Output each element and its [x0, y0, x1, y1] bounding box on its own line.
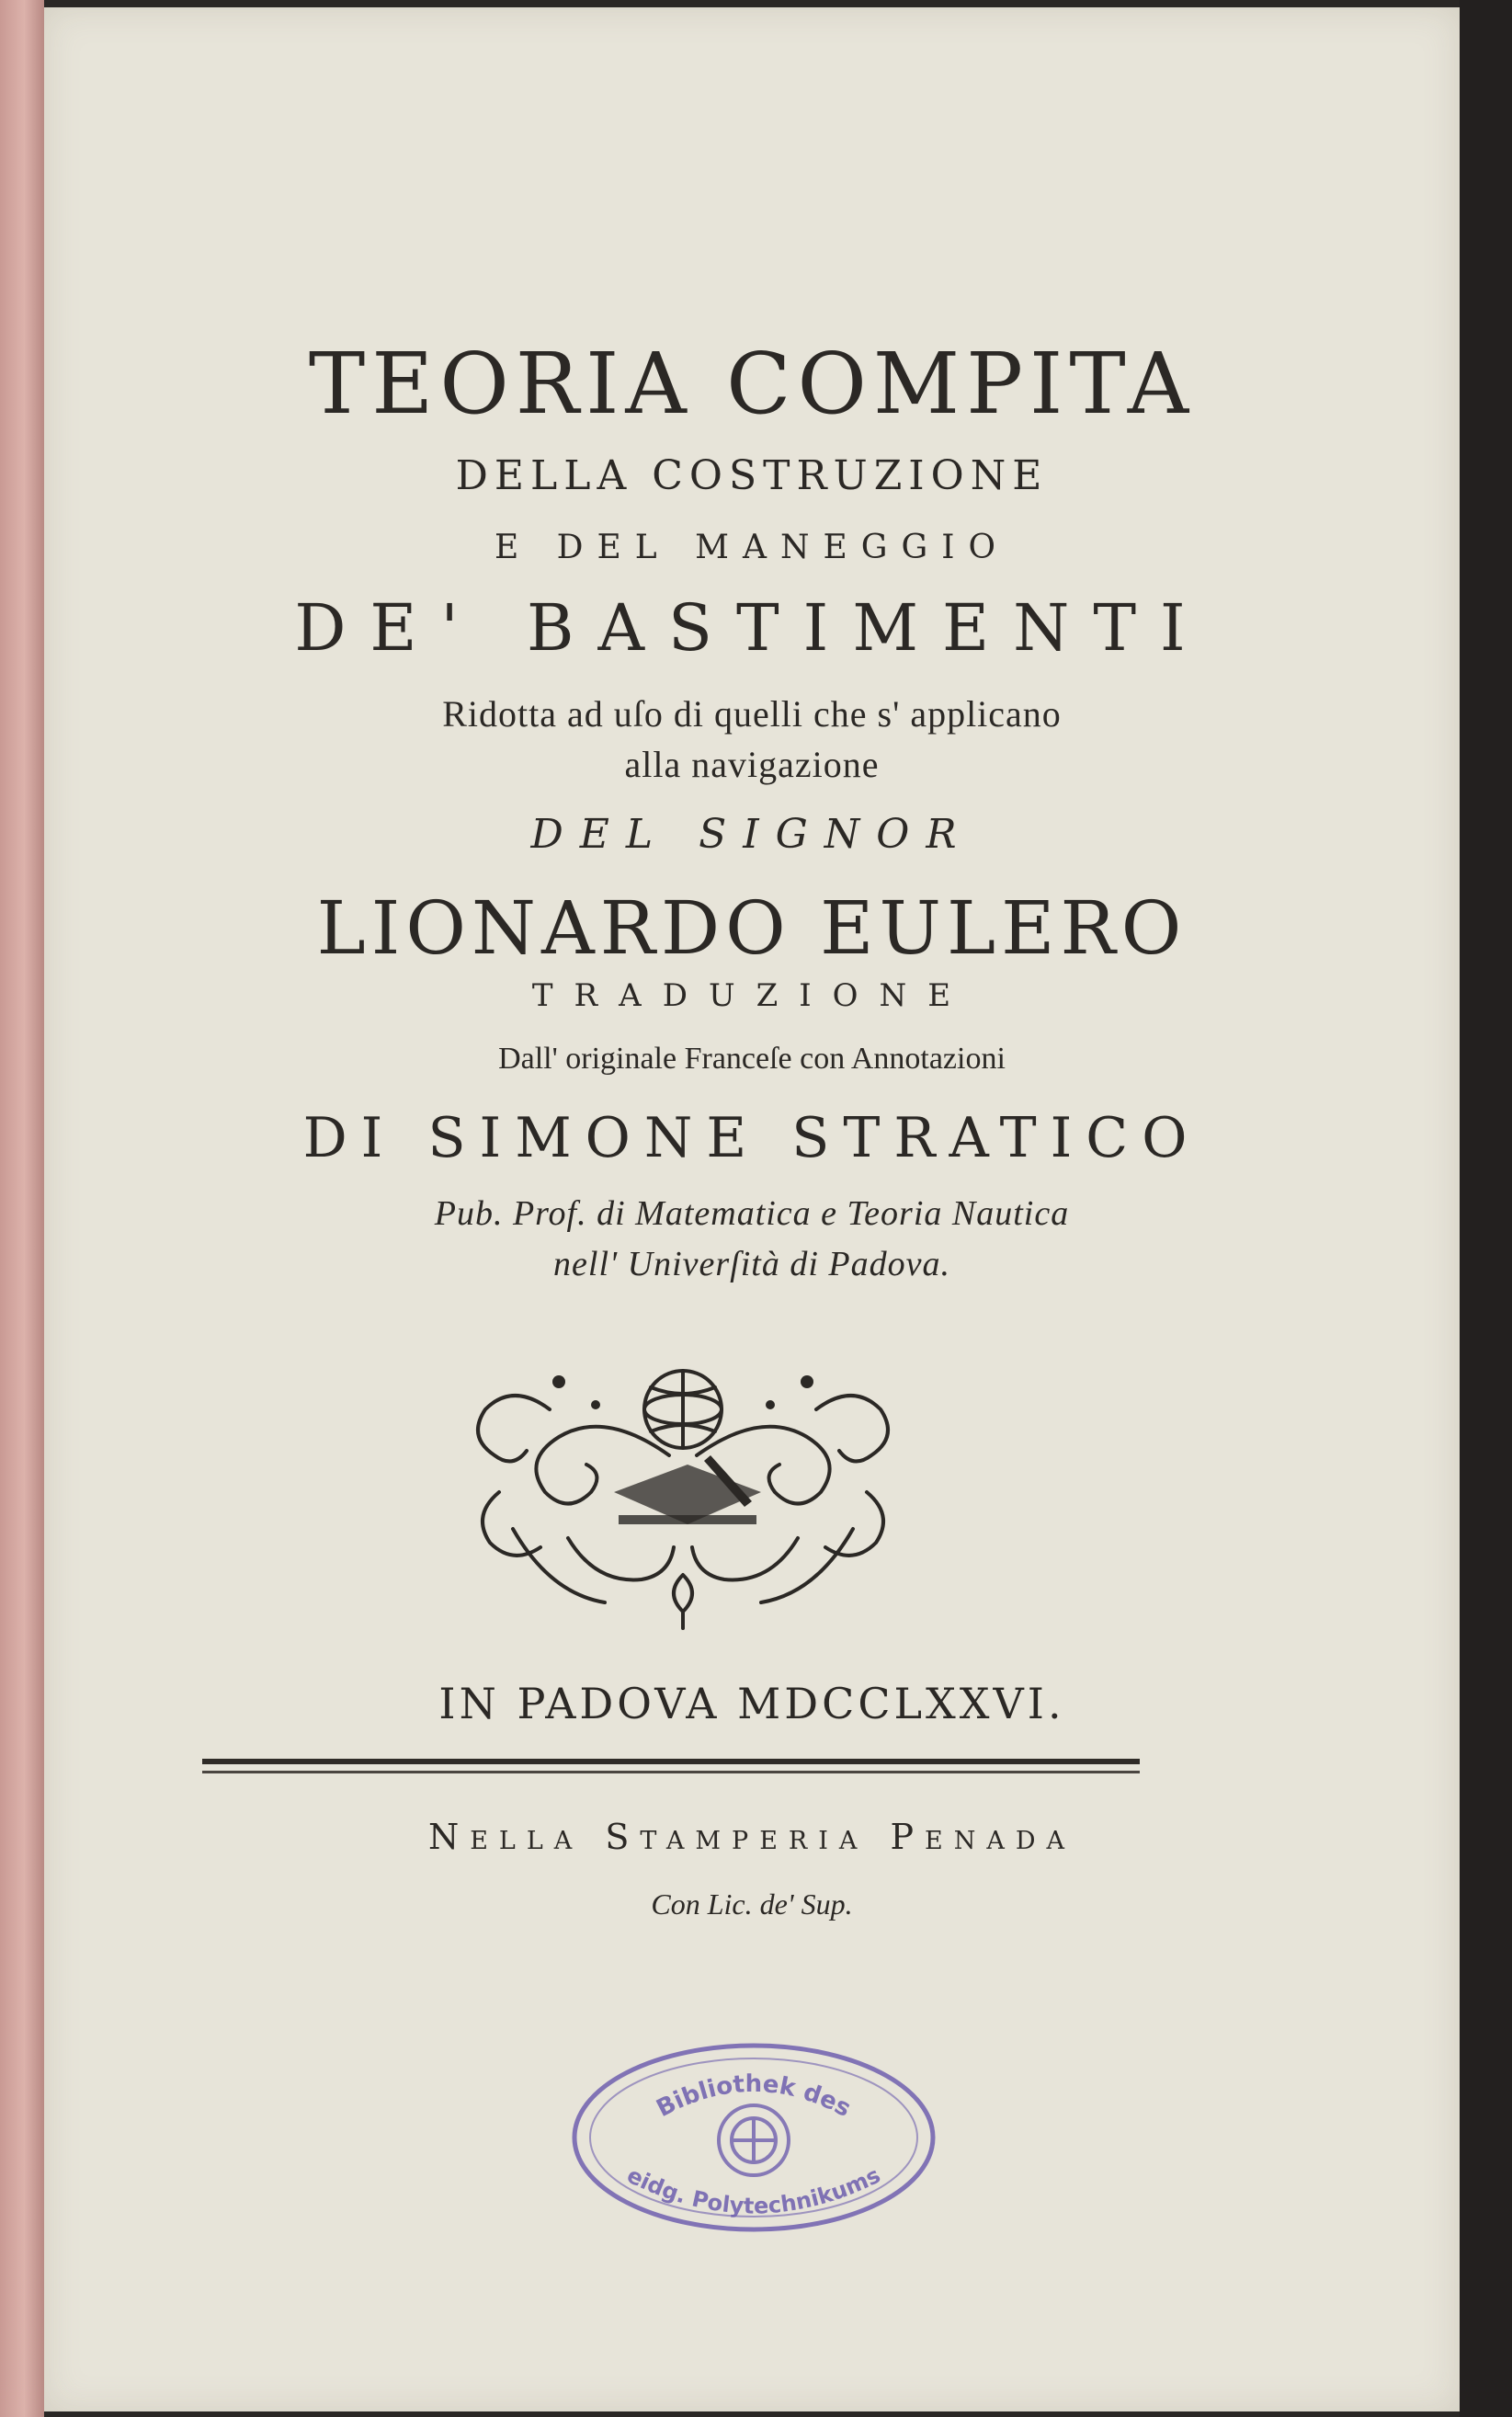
subtitle-line-3: DE' BASTIMENTI	[294, 590, 1210, 666]
stamp-text-top: Bibliothek des	[652, 2069, 856, 2124]
main-title: TEORIA COMPITA	[308, 335, 1196, 433]
license-note: Con Lic. de' Sup.	[651, 1887, 853, 1921]
subtitle-line-2: E DEL MANEGGIO	[494, 529, 1010, 566]
translation-note: Dall' originale Franceſe con Annotazioni	[498, 1042, 1006, 1076]
translator-name: DI SIMONE STRATICO	[302, 1106, 1201, 1170]
stamp-text-bottom: eidg. Polytechnikums	[622, 2161, 885, 2219]
translator-title-line-1: Pub. Prof. di Matematica e Teoria Nautica	[434, 1194, 1070, 1233]
stamp-emblem	[719, 2105, 789, 2175]
author-prefix: DEL SIGNOR	[530, 811, 973, 858]
description-line-1: Ridotta ad uſo di quelli che s' applicano	[442, 693, 1062, 735]
place-and-date: IN PADOVA MDCCLXXVI.	[438, 1679, 1065, 1728]
subtitle-line-1: DELLA COSTRUZIONE	[455, 452, 1049, 499]
title-page	[44, 7, 1460, 2411]
dark-background-edge	[1460, 0, 1512, 2417]
translation-label: TRADUZIONE	[531, 977, 972, 1014]
description-line-2: alla navigazione	[624, 744, 880, 785]
library-stamp	[570, 2041, 938, 2234]
author-name: LIONARDO EULERO	[316, 885, 1188, 971]
printer-name: Nella Stamperia Penada	[427, 1817, 1076, 1857]
translator-title-line-2: nell' Univerſità di Padova.	[553, 1245, 950, 1283]
book-spine-edge	[0, 0, 44, 2417]
